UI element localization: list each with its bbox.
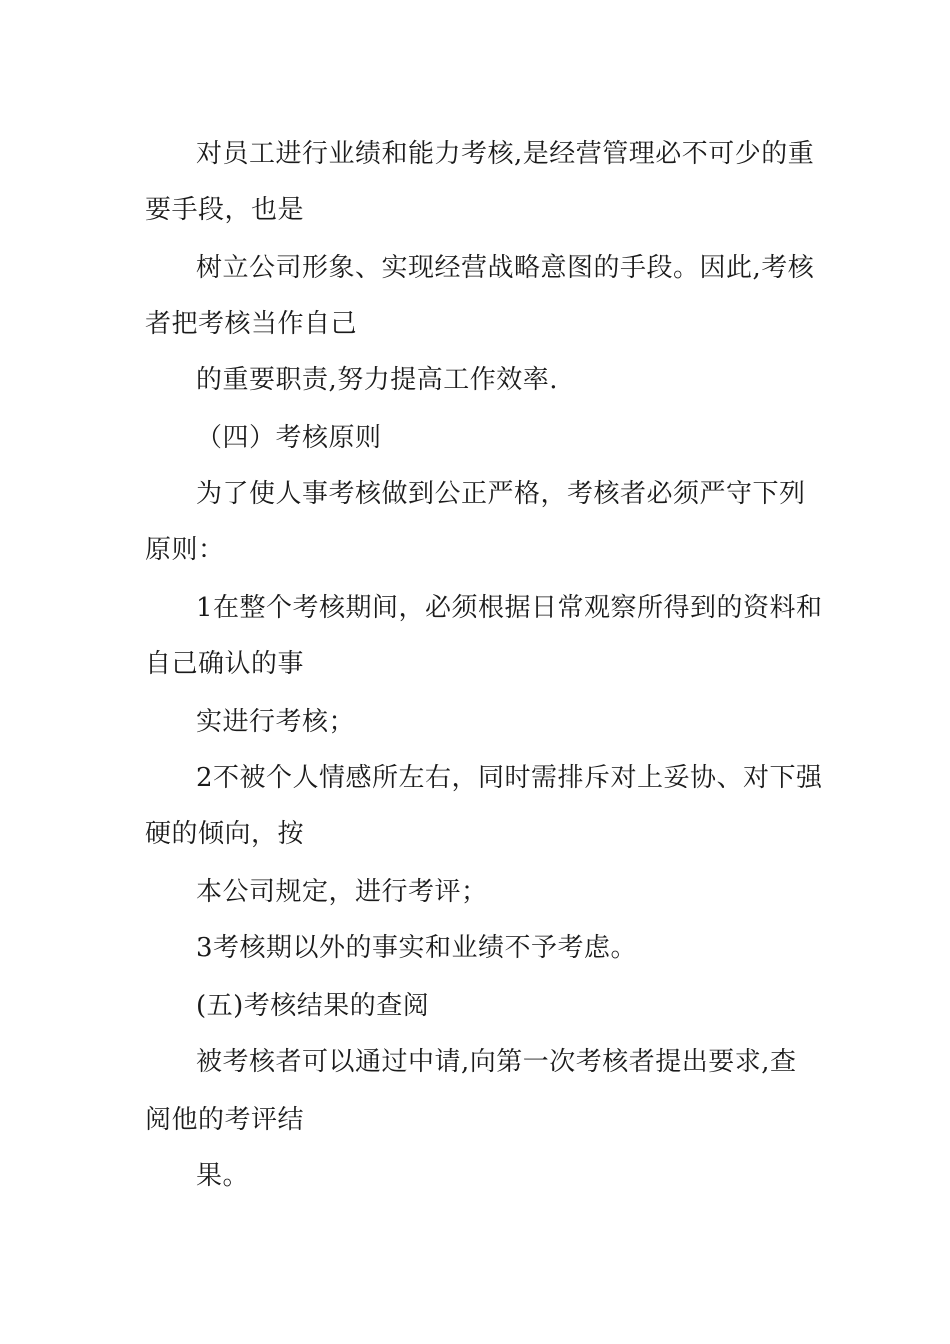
list-item-line: 2不被个人情感所左右，同时需排斥对上妥协、对下强 [196,763,823,793]
paragraph-line: 被考核者可以通过中请,向第一次考核者提出要求,查 [196,1047,797,1077]
section-heading: (五)考核结果的查阅 [196,991,430,1021]
paragraph-line: 对员工进行业绩和能力考核,是经营管理必不可少的重 [196,139,815,169]
paragraph-line: 原则： [145,535,225,565]
section-heading: （四）考核原则 [196,423,382,453]
list-item-line: 1在整个考核期间，必须根据日常观察所得到的资料和 [196,593,823,623]
list-item-line: 实进行考核； [196,707,356,737]
paragraph-line: 要手段，也是 [145,195,305,225]
paragraph-line: 树立公司形象、实现经营战略意图的手段。因此,考核 [196,253,815,283]
list-item-line: 硬的倾向，按 [145,819,305,849]
list-item-line: 自己确认的事 [145,649,305,679]
paragraph-line: 阅他的考评结 [145,1105,305,1135]
paragraph-line: 为了使人事考核做到公正严格，考核者必须严守下列 [196,479,806,509]
list-item-line: 3考核期以外的事实和业绩不予考虑。 [196,933,638,963]
paragraph-line: 的重要职责,努力提高工作效率. [196,365,559,395]
list-item-line: 本公司规定，进行考评； [196,877,488,907]
paragraph-line: 果。 [196,1161,250,1191]
paragraph-line: 者把考核当作自己 [145,309,358,339]
